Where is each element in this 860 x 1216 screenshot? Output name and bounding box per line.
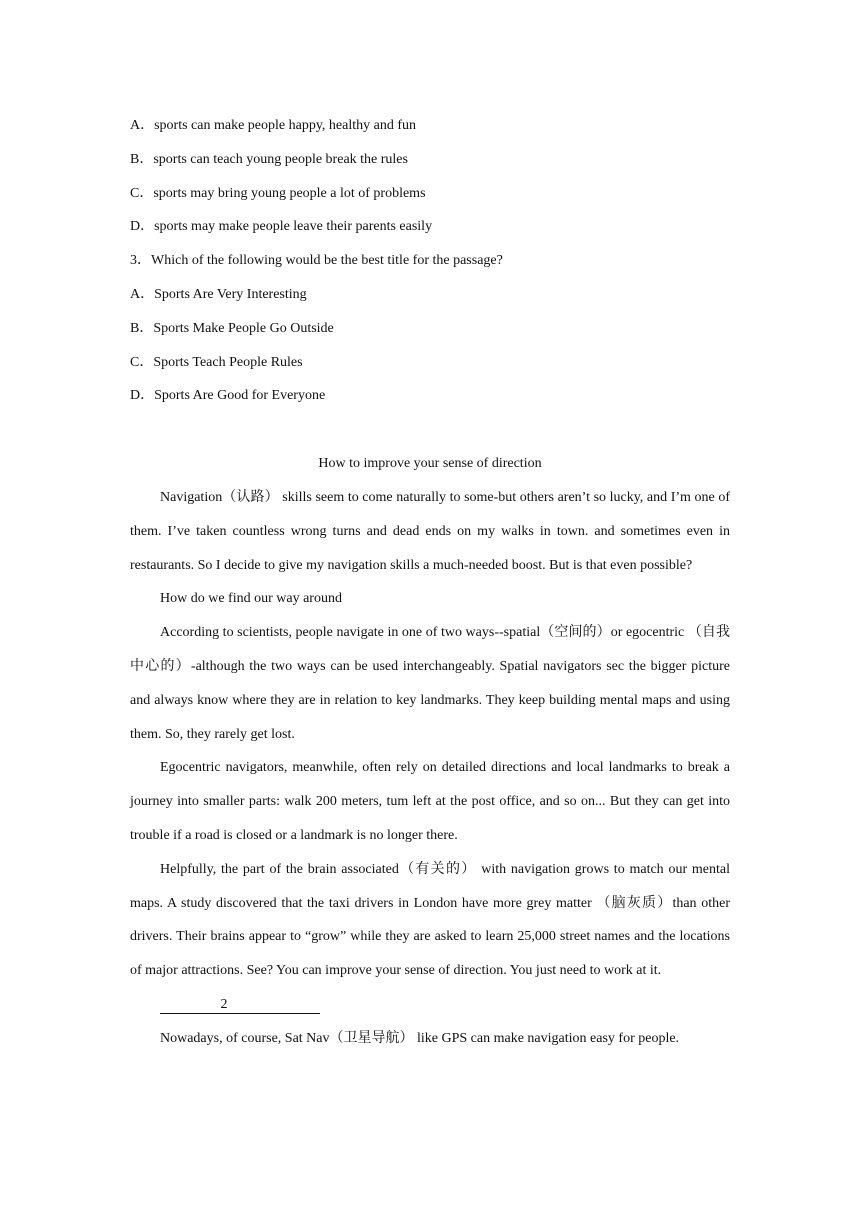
passage-paragraph: Navigation（认路） skills seem to come naturally to some-but others aren’t so lucky, and I’m one of them. I’ve taken countless wrong turns and dead ends on my walks in town. and sometimes even in restaurants. So I decide to give my navigation skills a much-needed boost. But is that even possible? bbox=[130, 489, 730, 573]
q2-option-d: D．sports may make people leave their parents easily bbox=[130, 219, 433, 235]
q2-option-b: B．sports can teach young people break the rules bbox=[130, 151, 408, 167]
document-content bbox=[130, 109, 730, 1056]
question-3-stem: 3．Which of the following would be the best title for the passage? bbox=[130, 253, 503, 269]
passage-subheading: How do we find our way around bbox=[160, 591, 342, 607]
passage-paragraph: According to scientists, people navigate in one of two ways--spatial（空间的）or egocentric （自我中心的）-although the two ways can be used interchangeably. Spatial navigators sec the bigger picture and always know where they are in relation to key landmarks. They keep building mental maps and using them. So, they rarely get lost. bbox=[130, 625, 730, 742]
passage-title: How to improve your sense of direction bbox=[318, 456, 542, 472]
q3-option-d: D．Sports Are Good for Everyone bbox=[130, 388, 326, 404]
answer-blank bbox=[160, 997, 320, 1014]
q3-option-a: A．Sports Are Very Interesting bbox=[130, 286, 307, 302]
q2-option-a: A．sports can make people happy, healthy and fun bbox=[130, 118, 417, 133]
q2-option-c: C．sports may bring young people a lot of problems bbox=[130, 185, 426, 201]
passage-paragraph: Egocentric navigators, meanwhile, often rely on detailed directions and local landmarks to break a journey into smaller parts: walk 200 meters, tum left at the post office, and so on... But they can get into trouble if a road is closed or a landmark is no longer there. bbox=[130, 760, 730, 843]
blank-heading-line bbox=[130, 988, 730, 1022]
passage-paragraph: Helpfully, the part of the brain associated（有关的） with navigation grows to match our mental maps. A study discovered that the taxi drivers in London have more grey matter （脑灰质）than other drivers. Their brains appear to “grow” while they are asked to learn 25,000 street names and the locations of major attractions. See? You can improve your sense of direction. You just need to work at it. bbox=[130, 861, 730, 979]
q3-option-c: C．Sports Teach People Rules bbox=[130, 354, 303, 370]
passage-paragraph: Nowadays, of course, Sat Nav（卫星导航） like GPS can make navigation easy for people. bbox=[160, 1030, 680, 1046]
q3-option-b: B．Sports Make People Go Outside bbox=[130, 320, 334, 336]
blank-number: 2 bbox=[220, 996, 228, 1012]
